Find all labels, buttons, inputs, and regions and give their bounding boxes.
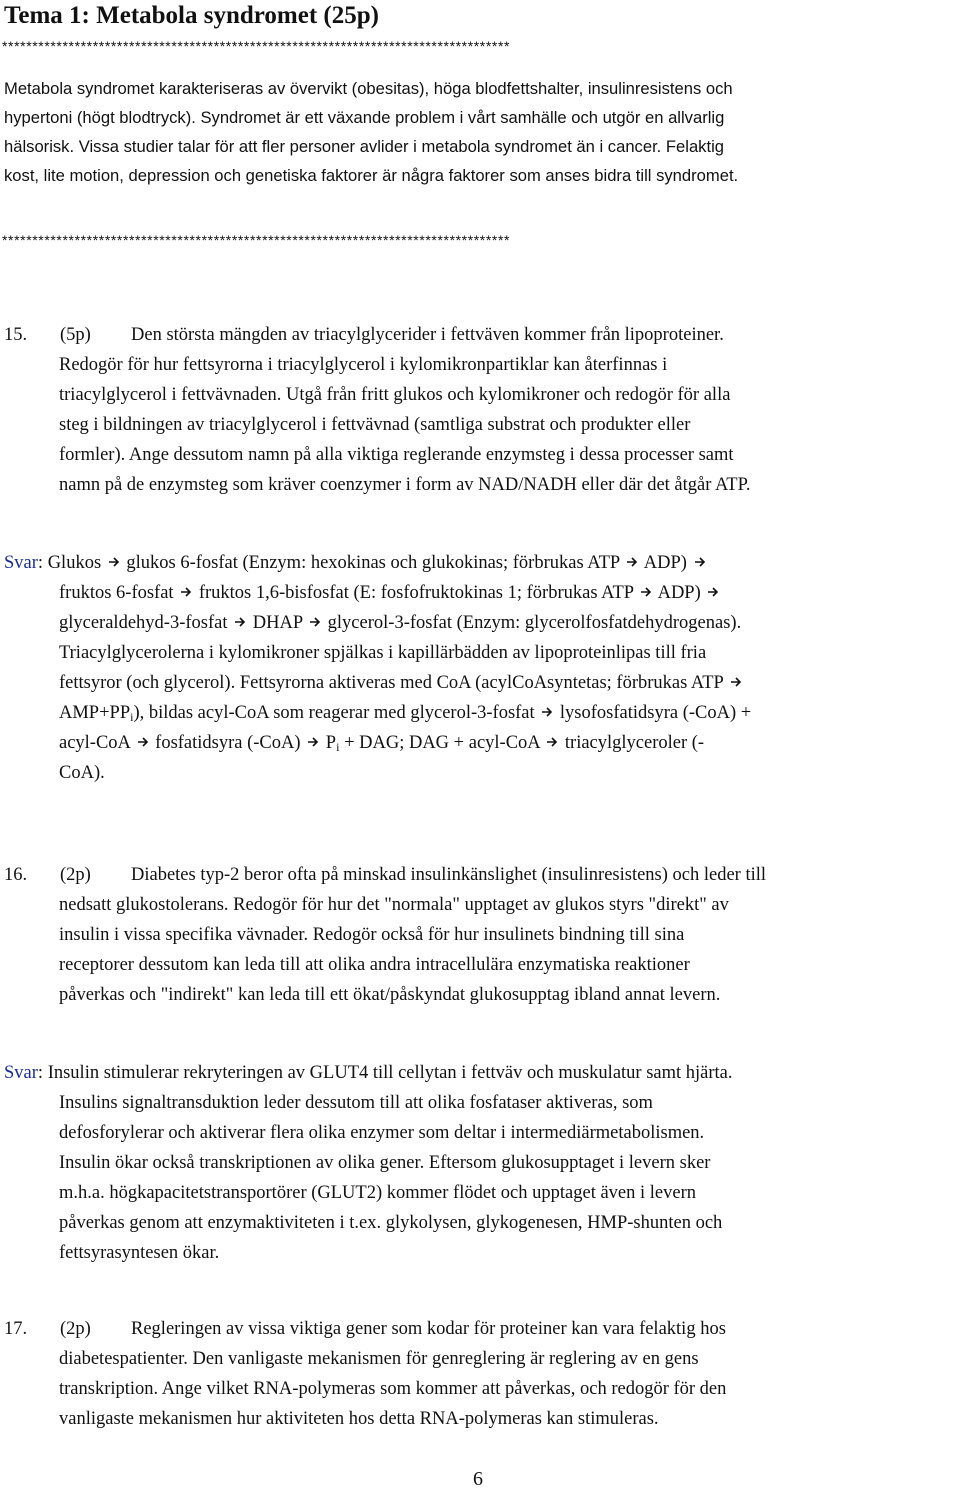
right-arrow-icon	[625, 555, 639, 569]
intro-paragraph	[4, 74, 956, 190]
question-line: transkription. Ange vilket RNA-polymeras som kommer att påverkas, och redogör för den	[59, 1379, 727, 1399]
right-arrow-icon	[639, 585, 653, 599]
answer-text: fettsyror (och glycerol). Fettsyrorna aktiveras med CoA (acylCoAsyntetas; förbrukas ATP	[59, 673, 724, 693]
right-arrow-icon	[306, 735, 320, 749]
right-arrow-icon	[545, 735, 559, 749]
right-arrow-icon	[308, 615, 322, 629]
right-arrow-icon	[233, 615, 247, 629]
right-arrow-icon	[706, 585, 720, 599]
right-arrow-icon	[179, 585, 193, 599]
answer-text: lysofosfatidsyra (-CoA) +	[559, 703, 752, 723]
intro-line: Metabola syndromet karakteriseras av övervikt (obesitas), höga blodfettshalter, insulinresistens och	[4, 79, 733, 98]
question-first-line: Den största mängden av triacylglycerider i fettväven kommer från lipoproteiner.	[131, 325, 724, 345]
question-number: 17.	[4, 1319, 28, 1339]
question-number: 16.	[4, 865, 28, 885]
answer-line	[4, 668, 960, 698]
answer-line	[4, 608, 960, 638]
question-line: namn på de enzymsteg som kräver coenzymer i form av NAD/NADH eller där det åtgår ATP.	[59, 475, 751, 495]
answer-text: P	[325, 733, 337, 753]
answer-text: triacylglyceroler (-	[564, 733, 705, 753]
right-arrow-icon	[729, 675, 743, 689]
subscript: i	[336, 740, 340, 754]
question-first-line: Regleringen av vissa viktiga gener som kodar för proteiner kan vara felaktig hos	[131, 1319, 726, 1339]
answer-line: m.h.a. högkapacitetstransportörer (GLUT2) kommer flödet och upptaget även i levern	[59, 1183, 697, 1203]
answer-text: DHAP	[252, 613, 303, 633]
right-arrow-icon	[693, 555, 707, 569]
answer-text: fruktos 6-fosfat	[59, 583, 174, 603]
answer-text: glycerol-3-fosfat (Enzym: glycerolfosfatdehydrogenas).	[327, 613, 742, 633]
question-line: vanligaste mekanismen hur aktiviteten hos detta RNA-polymeras kan stimuleras.	[59, 1409, 659, 1429]
question-line: diabetespatienter. Den vanligaste mekanismen för genreglering är reglering av en gens	[59, 1349, 699, 1369]
question-points: (2p)	[60, 865, 91, 885]
question-line: påverkas och "indirekt" kan leda till ett ökat/påskyndat glukosupptag ibland annat levern.	[59, 985, 721, 1005]
question-line: steg i bildningen av triacylglycerol i fettvävnad (samtliga substrat och produkter eller	[59, 415, 691, 435]
question-line: receptorer dessutom kan leda till att olika andra intracellulära enzymatiska reaktioner	[59, 955, 690, 975]
question-16	[0, 860, 960, 1010]
answer-line: Svar: Glukos glukos 6-fosfat (Enzym: hexokinas och glukokinas; förbrukas ATP ADP)	[4, 548, 960, 578]
right-arrow-icon	[540, 705, 554, 719]
page-number: 6	[473, 1468, 483, 1490]
answer-text: Insulin stimulerar rekryteringen av GLUT4 till cellytan i fettväv och muskulatur samt hjärta.	[47, 1063, 733, 1083]
answer-text: acyl-CoA	[59, 733, 130, 753]
intro-line: hälsorisk. Vissa studier talar för att fler personer avlider i metabola syndromet än i cancer. Felaktig	[4, 137, 725, 156]
stars-divider-bottom: ************************************************************************************	[2, 232, 511, 248]
subscript: i	[130, 710, 134, 724]
intro-line: hypertoni (högt blodtryck). Syndromet är ett växande problem i vårt samhälle och utgör en allvarlig	[4, 108, 725, 127]
stars-divider-top: ************************************************************************************	[2, 38, 511, 54]
answer-text: Glukos	[47, 553, 102, 573]
page-title: Tema 1: Metabola syndromet (25p)	[4, 2, 379, 29]
question-15	[0, 320, 960, 500]
answer-line	[4, 698, 960, 728]
question-points: (2p)	[60, 1319, 91, 1339]
right-arrow-icon	[107, 555, 121, 569]
question-line: nedsatt glukostolerans. Redogör för hur det "normala" upptaget av glukos styrs "direkt" av	[59, 895, 729, 915]
answer-15	[4, 548, 960, 788]
answer-line: Insulins signaltransduktion leder dessutom till att olika fosfataser aktiveras, som	[59, 1093, 653, 1113]
answer-text: fruktos 1,6-bisfosfat (E: fosfofruktokinas 1; förbrukas ATP	[198, 583, 634, 603]
answer-line: CoA).	[59, 763, 105, 783]
question-line: insulin i vissa specifika vävnader. Redogör också för hur insulinets bindning till sina	[59, 925, 685, 945]
answer-text: glukos 6-fosfat (Enzym: hexokinas och glukokinas; förbrukas ATP	[126, 553, 620, 573]
answer-line: Insulin ökar också transkriptionen av olika gener. Eftersom glukosupptaget i levern sker	[59, 1153, 711, 1173]
answer-text: glyceraldehyd-3-fosfat	[59, 613, 228, 633]
question-line: triacylglycerol i fettvävnaden. Utgå från fritt glukos och kylomikroner och redogör för alla	[59, 385, 731, 405]
answer-line: defosforylerar och aktiverar flera olika enzymer som deltar i intermediärmetabolismen.	[59, 1123, 705, 1143]
answer-line: påverkas genom att enzymaktiviteten i t.ex. glykolysen, glykogenesen, HMP-shunten och	[59, 1213, 723, 1233]
intro-line: kost, lite motion, depression och genetiska faktorer är några faktorer som anses bidra till syndromet.	[4, 166, 739, 185]
right-arrow-icon	[136, 735, 150, 749]
question-line: Redogör för hur fettsyrorna i triacylglycerol i kylomikronpartiklar kan återfinnas i	[59, 355, 668, 375]
answer-16	[4, 1058, 960, 1268]
answer-text: ADP)	[643, 553, 687, 573]
question-17	[0, 1314, 960, 1434]
answer-text: ADP)	[657, 583, 701, 603]
answer-line: fettsyrasyntesen ökar.	[59, 1243, 220, 1263]
question-first-line: Diabetes typ-2 beror ofta på minskad insulinkänslighet (insulinresistens) och leder till	[131, 865, 767, 885]
question-line: formler). Ange dessutom namn på alla viktiga reglerande enzymsteg i dessa processer samt	[59, 445, 734, 465]
answer-line: Triacylglycerolerna i kylomikroner spjälkas i kapillärbädden av lipoproteinlipas till fria	[59, 643, 707, 663]
answer-line	[4, 578, 960, 608]
question-number: 15.	[4, 325, 28, 345]
answer-line	[4, 728, 960, 758]
question-points: (5p)	[60, 325, 91, 345]
answer-text: fosfatidsyra (-CoA)	[155, 733, 301, 753]
answer-text: ), bildas acyl-CoA som reagerar med glycerol-3-fosfat	[133, 703, 535, 723]
svar-label: Svar	[4, 1063, 38, 1083]
svar-label: Svar	[4, 553, 38, 573]
answer-text: + DAG; DAG + acyl-CoA	[339, 733, 540, 753]
answer-text: AMP+PP	[59, 703, 131, 723]
answer-line: Svar: Insulin stimulerar rekryteringen av GLUT4 till cellytan i fettväv och muskulatur samt hjärta.	[4, 1063, 733, 1083]
